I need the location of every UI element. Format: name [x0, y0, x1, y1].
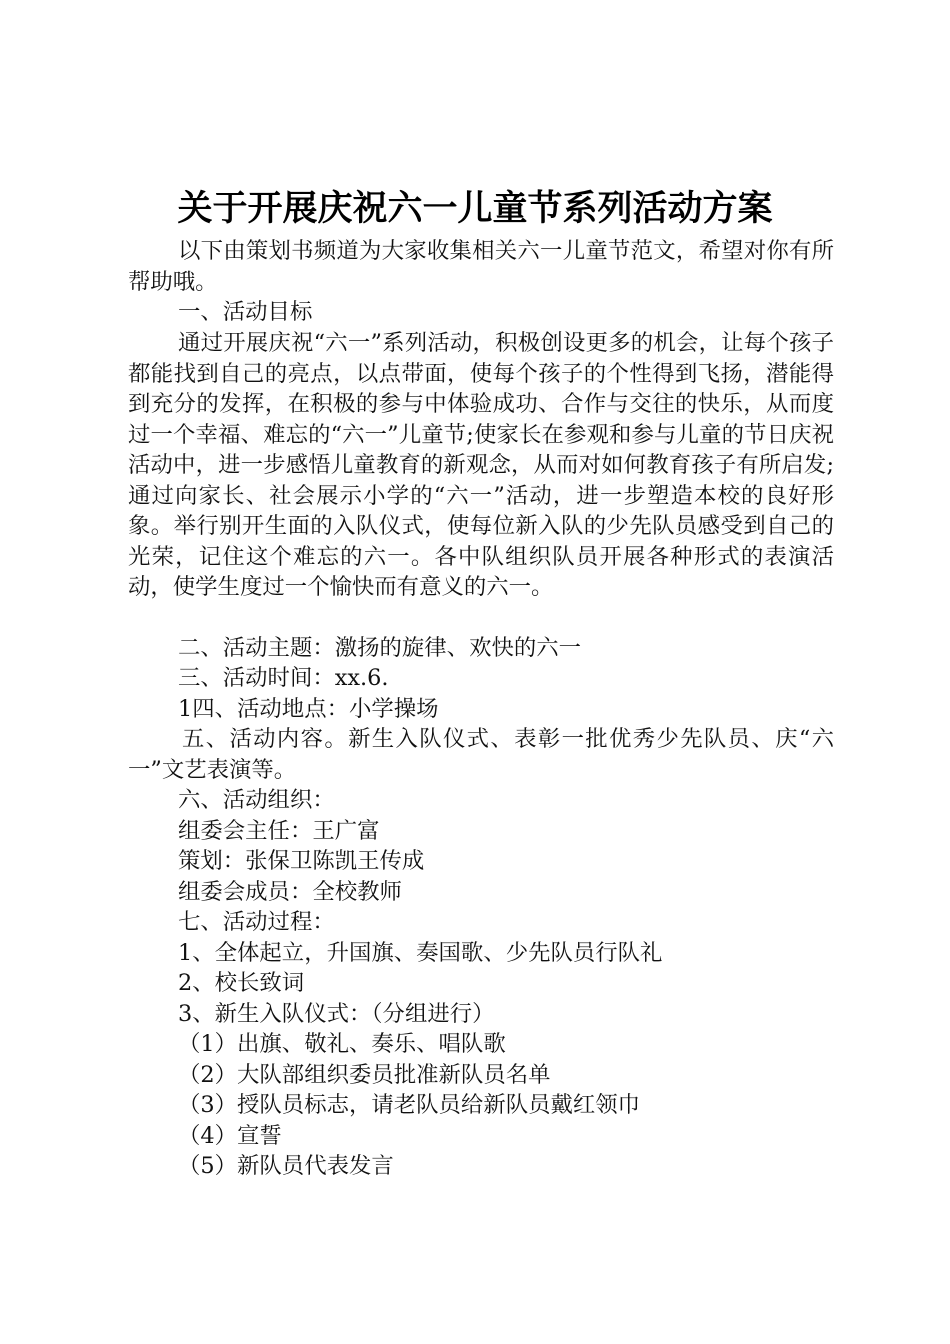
content-paragraph: 五、活动内容。新生入队仪式、表彰一批优秀少先队员、庆“六一”文艺表演等。 — [128, 726, 834, 783]
section1-heading: 一、活动目标 — [178, 299, 313, 325]
section1-body: 通过开展庆祝“六一”系列活动，积极创设更多的机会，让每个孩子都能找到自己的亮点，以点带面，使每个孩子的个性得到飞扬，潜能得到充分的发挥，在积极的参与中体验成功、合作与交往的快乐，从而度过一个幸福、难忘的“六一”儿童节;使家长在参观和参与儿童的节日庆祝活动中，进一步感悟儿童教育的新观念，从而对如何教育孩子有所启发;通过向家长、社会展示小学的“六一”活动，进一步塑造本校的良好形象。举行别开生面的入队仪式，使每位新入队的少先队员感受到自己的光荣，记住这个难忘的六一。各中队组织队员开展各种形式的表演活动，使学生度过一个愉快而有意义的六一。 — [128, 330, 834, 600]
process-substep-2: （2）大队部组织委员批准新队员名单 — [178, 1062, 551, 1088]
theme-line: 二、活动主题：激扬的旋律、欢快的六一 — [178, 635, 582, 661]
org-members: 组委会成员：全校教师 — [178, 879, 402, 905]
process-heading: 七、活动过程： — [178, 909, 335, 935]
process-substep-5: （5）新队员代表发言 — [178, 1153, 394, 1179]
time-line: 三、活动时间：xx.6. — [178, 665, 389, 691]
intro-paragraph: 以下由策划书频道为大家收集相关六一儿童节范文，希望对你有所帮助哦。 — [128, 238, 834, 295]
document-title: 关于开展庆祝六一儿童节系列活动方案 — [177, 188, 773, 229]
process-substep-1: （1）出旗、敬礼、奏乐、唱队歌 — [178, 1031, 506, 1057]
place-line: 1四、活动地点：小学操场 — [178, 696, 439, 722]
process-step-3: 3、新生入队仪式：（分组进行） — [178, 1001, 495, 1027]
org-heading: 六、活动组织： — [178, 787, 335, 813]
process-substep-3: （3）授队员标志，请老队员给新队员戴红领巾 — [178, 1092, 641, 1118]
process-step-1: 1、全体起立，升国旗、奏国歌、少先队员行队礼 — [178, 940, 663, 966]
org-planning: 策划：张保卫陈凯王传成 — [178, 848, 425, 874]
org-director: 组委会主任：王广富 — [178, 818, 380, 844]
process-step-2: 2、校长致词 — [178, 970, 305, 996]
process-substep-4: （4）宣誓 — [178, 1123, 282, 1149]
